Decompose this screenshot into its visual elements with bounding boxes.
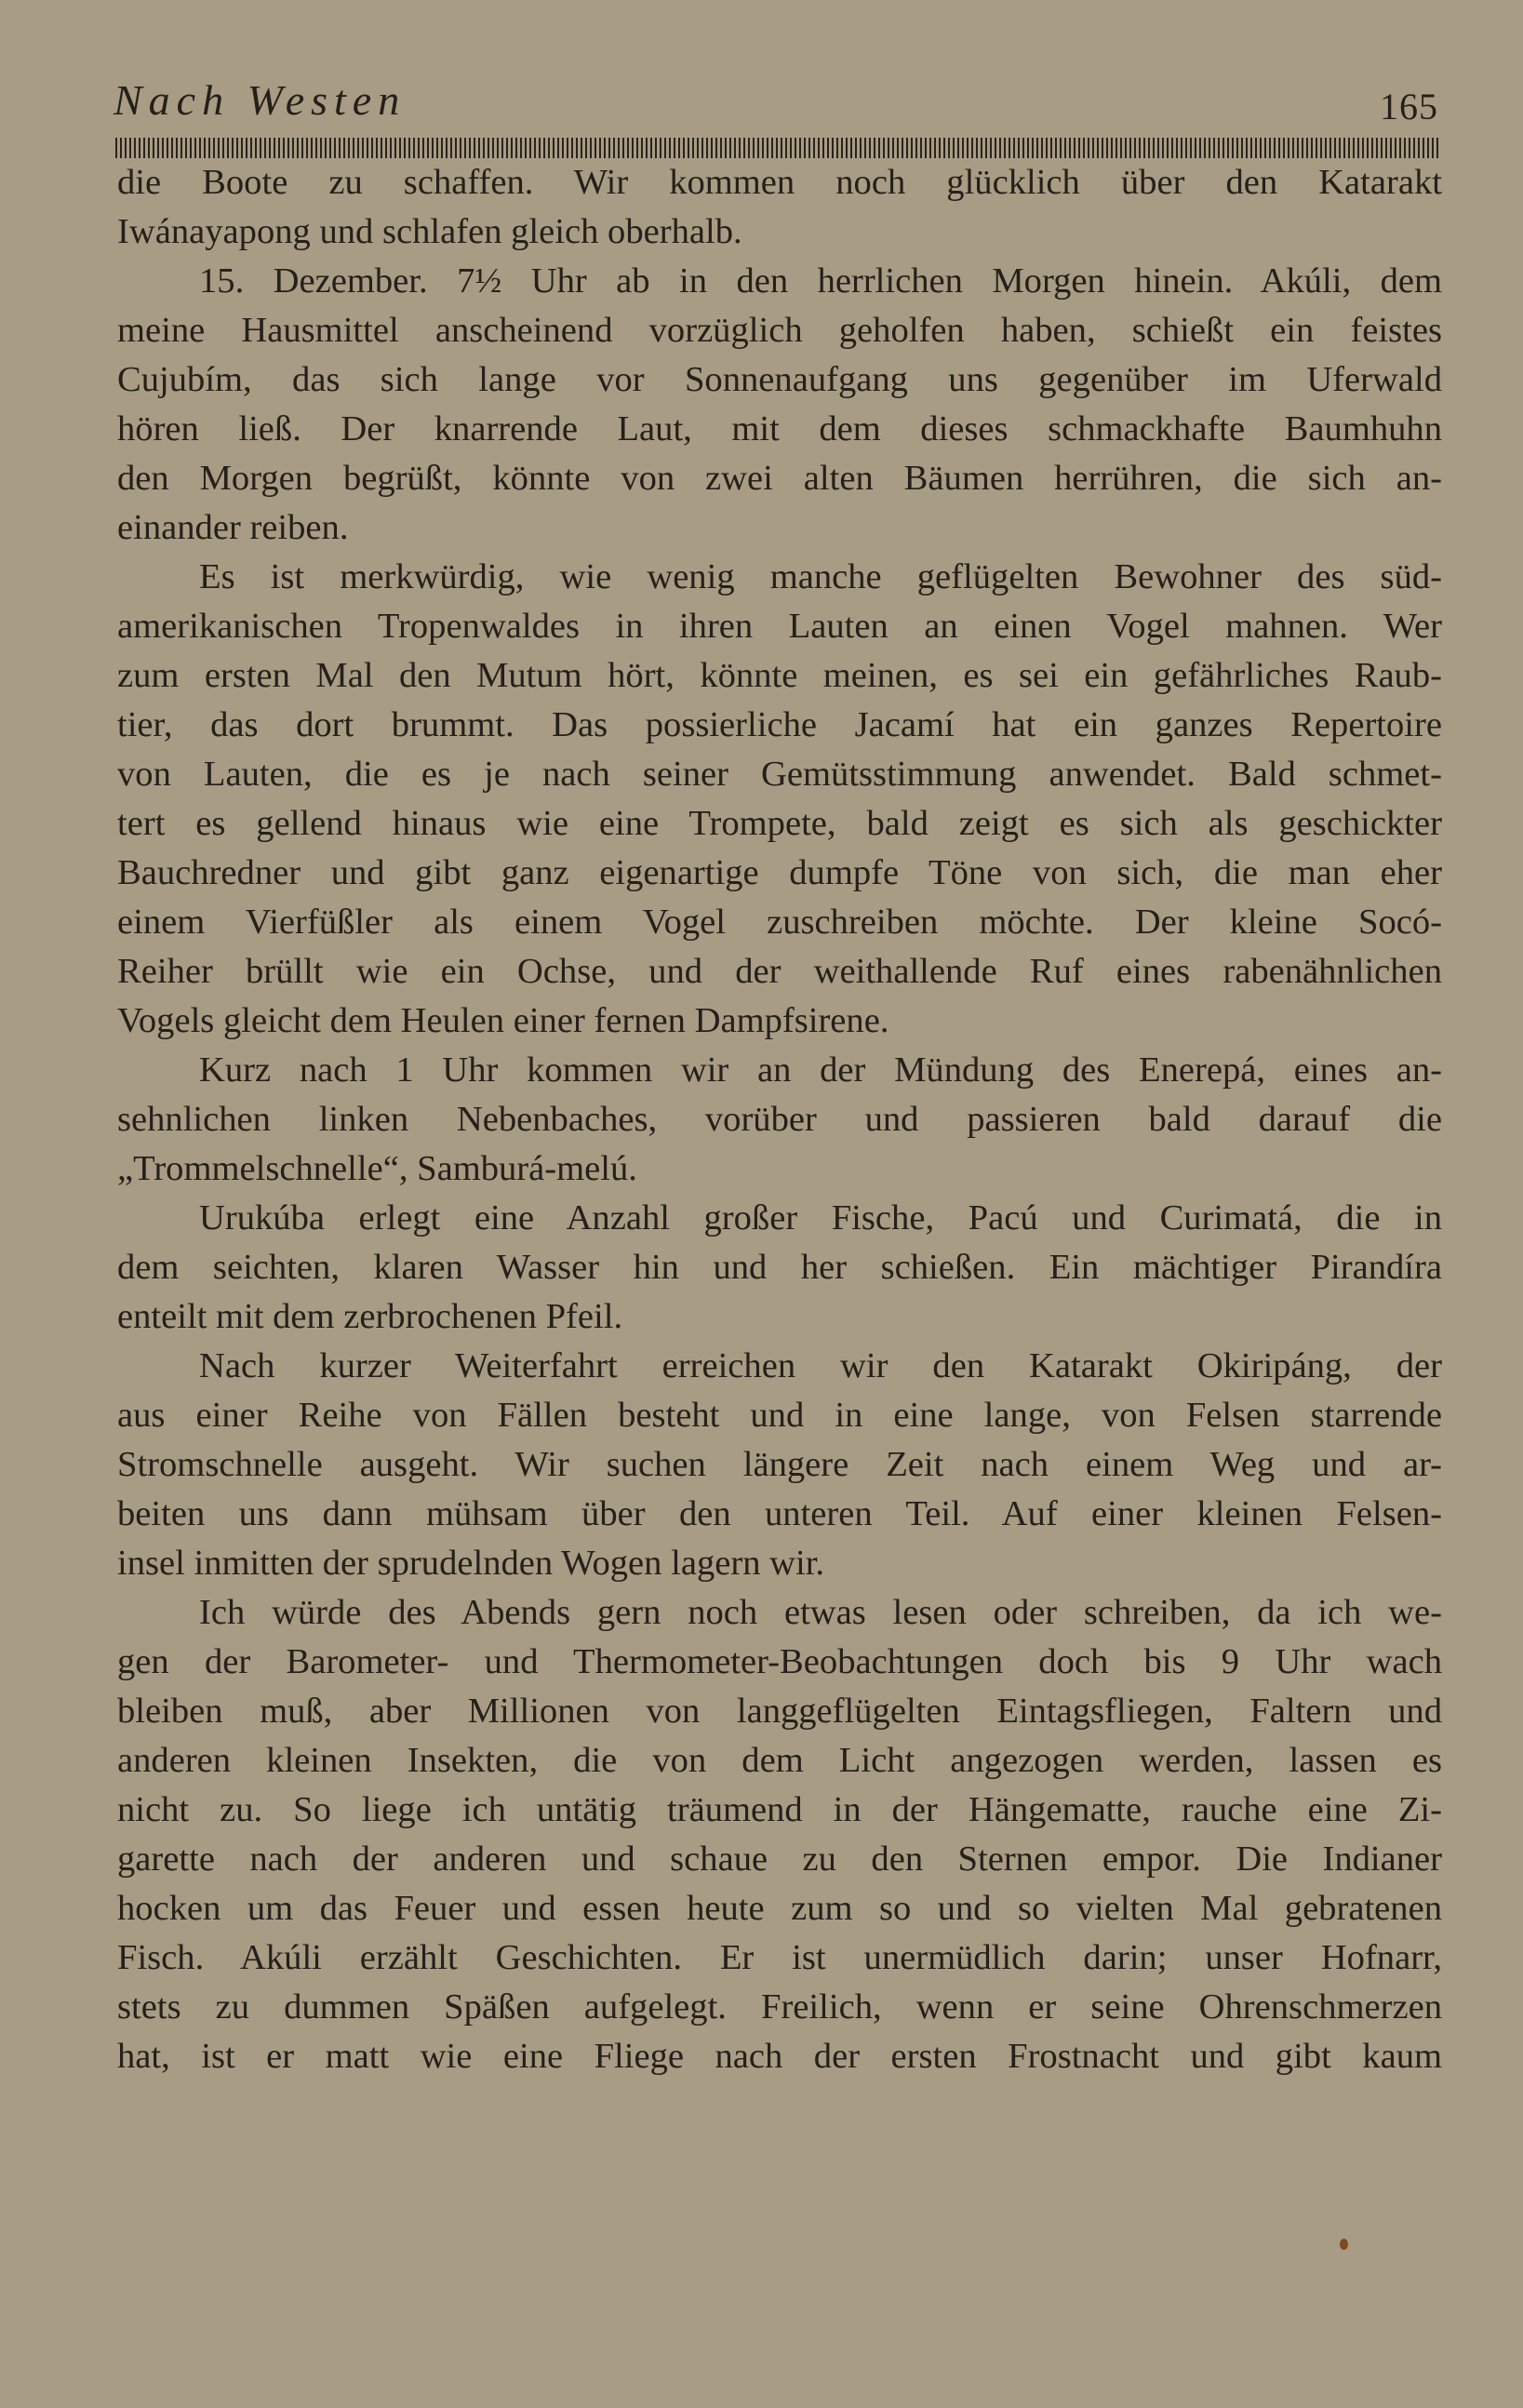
text-line: einander reiben. — [117, 508, 349, 547]
text-line: beiten uns dann mühsam über den unteren Teil. Auf einer kleinen Felsen- — [117, 1494, 1442, 1533]
page-number: 165 — [1380, 86, 1438, 127]
text-line: „Trommelschnelle“, Samburá-melú. — [117, 1149, 637, 1188]
text-line: Stromschnelle ausgeht. Wir suchen längere Zeit nach einem Weg und ar- — [117, 1445, 1442, 1484]
text-line: Iwánayapong und schlafen gleich oberhalb. — [117, 212, 742, 251]
text-line: Cujubím, das sich lange vor Sonnenaufgang uns gegenüber im Uferwald — [117, 360, 1442, 399]
text-line: den Morgen begrüßt, könnte von zwei alten Bäumen herrühren, die sich an- — [117, 459, 1442, 498]
ink-spot — [1340, 2239, 1348, 2250]
text-line: enteilt mit dem zerbrochenen Pfeil. — [117, 1297, 623, 1336]
text-line: Vogels gleicht dem Heulen einer fernen Dampfsirene. — [117, 1001, 889, 1040]
text-line: einem Vierfüßler als einem Vogel zuschreiben möchte. Der kleine Socó- — [117, 903, 1442, 942]
text-line: aus einer Reihe von Fällen besteht und in eine lange, von Felsen starrende — [117, 1396, 1442, 1435]
header-rule — [115, 138, 1438, 158]
text-line: Fisch. Akúli erzählt Geschichten. Er ist unermüdlich darin; unser Hofnarr, — [117, 1938, 1442, 1977]
text-line: gen der Barometer- und Thermometer-Beobachtungen doch bis 9 Uhr wach — [117, 1642, 1442, 1681]
text-line: sehnlichen linken Nebenbaches, vorüber und passieren bald darauf die — [117, 1100, 1442, 1139]
text-line: Kurz nach 1 Uhr kommen wir an der Mündung des Enerepá, eines an- — [199, 1050, 1442, 1090]
text-line: hat, ist er matt wie eine Fliege nach der ersten Frostnacht und gibt kaum — [117, 2037, 1442, 2076]
text-line: garette nach der anderen und schaue zu den Sternen empor. Die Indianer — [117, 1839, 1442, 1879]
text-line: amerikanischen Tropenwaldes in ihren Lauten an einen Vogel mahnen. Wer — [117, 607, 1442, 646]
page-header — [114, 74, 1438, 132]
text-line: Nach kurzer Weiterfahrt erreichen wir den Katarakt Okiripáng, der — [199, 1346, 1442, 1385]
text-line: stets zu dummen Späßen aufgelegt. Freilich, wenn er seine Ohrenschmerzen — [117, 1987, 1442, 2027]
text-line: insel inmitten der sprudelnden Wogen lagern wir. — [117, 1544, 825, 1583]
text-line: meine Hausmittel anscheinend vorzüglich geholfen haben, schießt ein feistes — [117, 311, 1442, 350]
text-line: von Lauten, die es je nach seiner Gemütsstimmung anwendet. Bald schmet- — [117, 755, 1442, 794]
text-line: nicht zu. So liege ich untätig träumend in der Hängematte, rauche eine Zi- — [117, 1790, 1442, 1829]
text-line: tier, das dort brummt. Das possierliche Jacamí hat ein ganzes Repertoire — [117, 705, 1442, 744]
text-line: die Boote zu schaffen. Wir kommen noch glücklich über den Katarakt — [117, 163, 1442, 202]
text-line: Es ist merkwürdig, wie wenig manche geflügelten Bewohner des süd- — [199, 557, 1442, 596]
text-line: dem seichten, klaren Wasser hin und her schießen. Ein mächtiger Pirandíra — [117, 1248, 1442, 1287]
text-line: zum ersten Mal den Mutum hört, könnte meinen, es sei ein gefährliches Raub- — [117, 656, 1442, 695]
running-head: Nach Westen — [114, 76, 407, 124]
text-line: hocken um das Feuer und essen heute zum so und so vielten Mal gebratenen — [117, 1889, 1442, 1928]
text-line: bleiben muß, aber Millionen von langgeflügelten Eintagsfliegen, Faltern und — [117, 1692, 1442, 1731]
text-line: Bauchredner und gibt ganz eigenartige dumpfe Töne von sich, die man eher — [117, 853, 1442, 892]
text-line: Ich würde des Abends gern noch etwas lesen oder schreiben, da ich we- — [199, 1593, 1442, 1632]
text-line: tert es gellend hinaus wie eine Trompete, bald zeigt es sich als geschickter — [117, 804, 1442, 843]
text-line: anderen kleinen Insekten, die von dem Licht angezogen werden, lassen es — [117, 1741, 1442, 1780]
text-line: 15. Dezember. 7½ Uhr ab in den herrlichen Morgen hinein. Akúli, dem — [199, 261, 1442, 301]
text-line: Urukúba erlegt eine Anzahl großer Fische, Pacú und Curimatá, die in — [199, 1198, 1442, 1237]
text-line: Reiher brüllt wie ein Ochse, und der weithallende Ruf eines rabenähnlichen — [117, 952, 1442, 991]
body-text — [117, 158, 1442, 2081]
text-line: hören ließ. Der knarrende Laut, mit dem dieses schmackhafte Baumhuhn — [117, 409, 1442, 448]
